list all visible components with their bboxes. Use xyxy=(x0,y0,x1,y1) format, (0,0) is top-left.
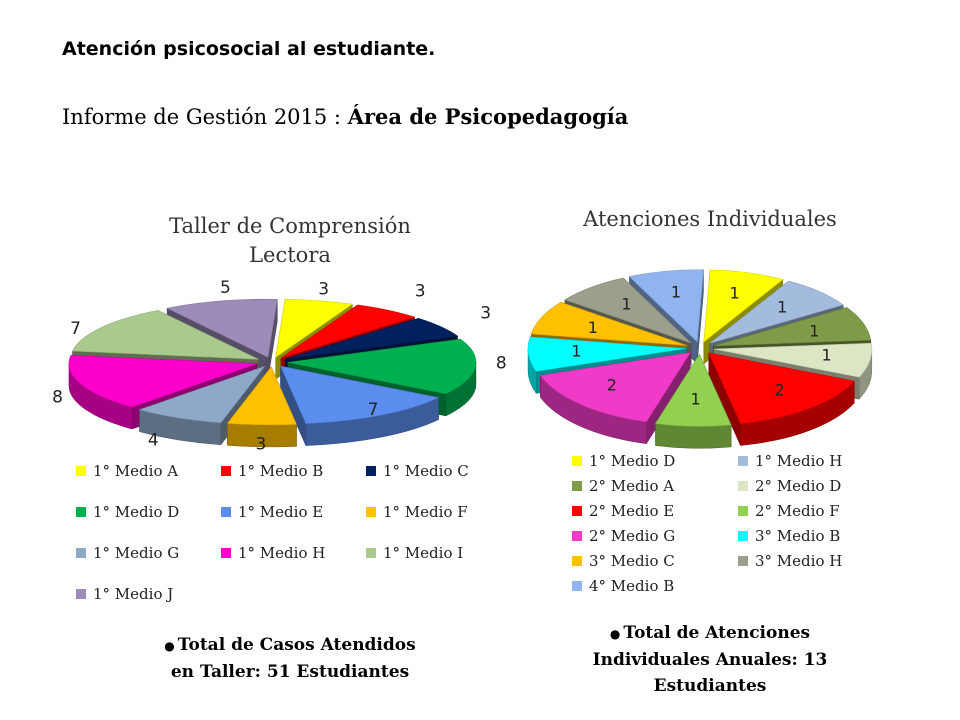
atenciones-data-label: 1 xyxy=(621,294,632,314)
legend-swatch xyxy=(738,531,748,541)
legend-item xyxy=(76,544,179,562)
total-atenciones-line3: Estudiantes xyxy=(653,675,767,696)
legend-item xyxy=(572,527,675,545)
taller-data-label: 8 xyxy=(52,387,63,408)
legend-label: 2° Medio G xyxy=(589,527,676,545)
legend-item xyxy=(76,585,173,603)
atenciones-data-label: 1 xyxy=(670,282,682,302)
legend-item xyxy=(738,552,842,570)
atenciones-data-label: 1 xyxy=(690,389,701,409)
legend-swatch xyxy=(572,506,582,516)
pie-chart-atenciones xyxy=(500,0,960,460)
page-heading: Atención psicosocial al estudiante. xyxy=(62,38,436,60)
total-taller-text xyxy=(130,632,450,685)
chart-title-taller-line2: Lectora xyxy=(249,243,331,267)
legend-taller xyxy=(76,462,496,612)
taller-data-label: 3 xyxy=(255,434,267,455)
total-atenciones-line1: Total de Atenciones xyxy=(623,623,811,643)
legend-label: 1° Medio G xyxy=(93,544,180,562)
atenciones-data-label: 2 xyxy=(606,375,617,395)
legend-item xyxy=(366,462,469,480)
legend-item xyxy=(221,462,323,480)
total-atenciones-line2: Individuales Anuales: 13 xyxy=(592,649,828,670)
legend-label: 1° Medio D xyxy=(589,452,676,470)
atenciones-data-label: 1 xyxy=(809,321,820,341)
taller-data-label: 5 xyxy=(219,277,231,298)
legend-label: 1° Medio A xyxy=(93,462,179,480)
atenciones-data-label: 1 xyxy=(729,283,740,303)
legend-swatch xyxy=(76,589,86,599)
legend-swatch xyxy=(572,531,582,541)
taller-data-label: 3 xyxy=(480,303,492,324)
legend-label: 4° Medio B xyxy=(589,577,675,595)
bullet-icon: ● xyxy=(609,626,621,641)
legend-swatch xyxy=(738,506,748,516)
legend-label: 1° Medio C xyxy=(383,462,469,480)
total-atenciones-text xyxy=(560,620,860,699)
legend-swatch xyxy=(221,548,231,558)
taller-data-label: 3 xyxy=(414,281,426,302)
legend-swatch xyxy=(366,548,376,558)
taller-data-label: 7 xyxy=(70,318,81,339)
total-taller-line2: en Taller: 51 Estudiantes xyxy=(170,661,410,682)
legend-swatch xyxy=(76,466,86,476)
legend-item xyxy=(572,552,675,570)
legend-item xyxy=(76,462,178,480)
legend-swatch xyxy=(572,556,582,566)
legend-label: 3° Medio H xyxy=(755,552,843,570)
legend-swatch xyxy=(221,507,231,517)
legend-item xyxy=(572,577,674,595)
legend-swatch xyxy=(366,507,376,517)
legend-label: 2° Medio D xyxy=(755,477,842,495)
atenciones-data-label: 1 xyxy=(571,341,582,361)
legend-item xyxy=(738,502,840,520)
legend-swatch xyxy=(221,466,231,476)
legend-swatch xyxy=(738,481,748,491)
legend-swatch xyxy=(76,507,86,517)
legend-label: 2° Medio A xyxy=(589,477,675,495)
legend-item xyxy=(738,527,840,545)
legend-item xyxy=(572,477,674,495)
legend-swatch xyxy=(76,548,86,558)
chart-title-atenciones: Atenciones Individuales xyxy=(583,207,837,231)
legend-label: 3° Medio B xyxy=(755,527,841,545)
legend-atenciones xyxy=(572,452,912,602)
legend-swatch xyxy=(572,581,582,591)
legend-label: 1° Medio E xyxy=(238,503,324,521)
atenciones-data-label: 2 xyxy=(774,380,785,400)
atenciones-data-label: 1 xyxy=(587,317,598,337)
legend-label: 3° Medio C xyxy=(589,552,675,570)
subheading-regular: Informe de Gestión 2015 : xyxy=(62,105,348,129)
legend-item xyxy=(76,503,179,521)
legend-swatch xyxy=(738,556,748,566)
taller-data-label: 7 xyxy=(367,399,379,420)
pie-chart-taller xyxy=(0,0,507,480)
legend-label: 1° Medio H xyxy=(755,452,843,470)
legend-swatch xyxy=(572,481,582,491)
legend-item xyxy=(221,544,325,562)
chart-title-taller-line1: Taller de Comprensión xyxy=(169,214,411,238)
taller-data-label: 4 xyxy=(147,430,159,451)
legend-swatch xyxy=(572,456,582,466)
legend-swatch xyxy=(738,456,748,466)
legend-swatch xyxy=(366,466,376,476)
legend-label: 1° Medio H xyxy=(238,544,326,562)
legend-label: 1° Medio F xyxy=(383,503,468,521)
legend-item xyxy=(366,503,468,521)
legend-item xyxy=(738,452,842,470)
legend-item xyxy=(221,503,323,521)
legend-label: 2° Medio E xyxy=(589,502,675,520)
legend-label: 2° Medio F xyxy=(755,502,840,520)
legend-label: 1° Medio I xyxy=(383,544,464,562)
taller-data-label: 8 xyxy=(495,353,507,374)
total-taller-line1: Total de Casos Atendidos xyxy=(177,635,416,655)
legend-label: 1° Medio B xyxy=(238,462,324,480)
atenciones-data-label: 1 xyxy=(777,297,788,317)
bullet-icon: ● xyxy=(164,638,175,653)
legend-item xyxy=(738,477,841,495)
legend-label: 1° Medio D xyxy=(93,503,180,521)
taller-data-label: 3 xyxy=(318,279,330,300)
legend-label: 1° Medio J xyxy=(93,585,174,603)
legend-item xyxy=(572,502,674,520)
atenciones-data-label: 1 xyxy=(821,345,832,365)
legend-item xyxy=(366,544,463,562)
legend-item xyxy=(572,452,675,470)
subheading-bold: Área de Psicopedagogía xyxy=(347,104,629,129)
